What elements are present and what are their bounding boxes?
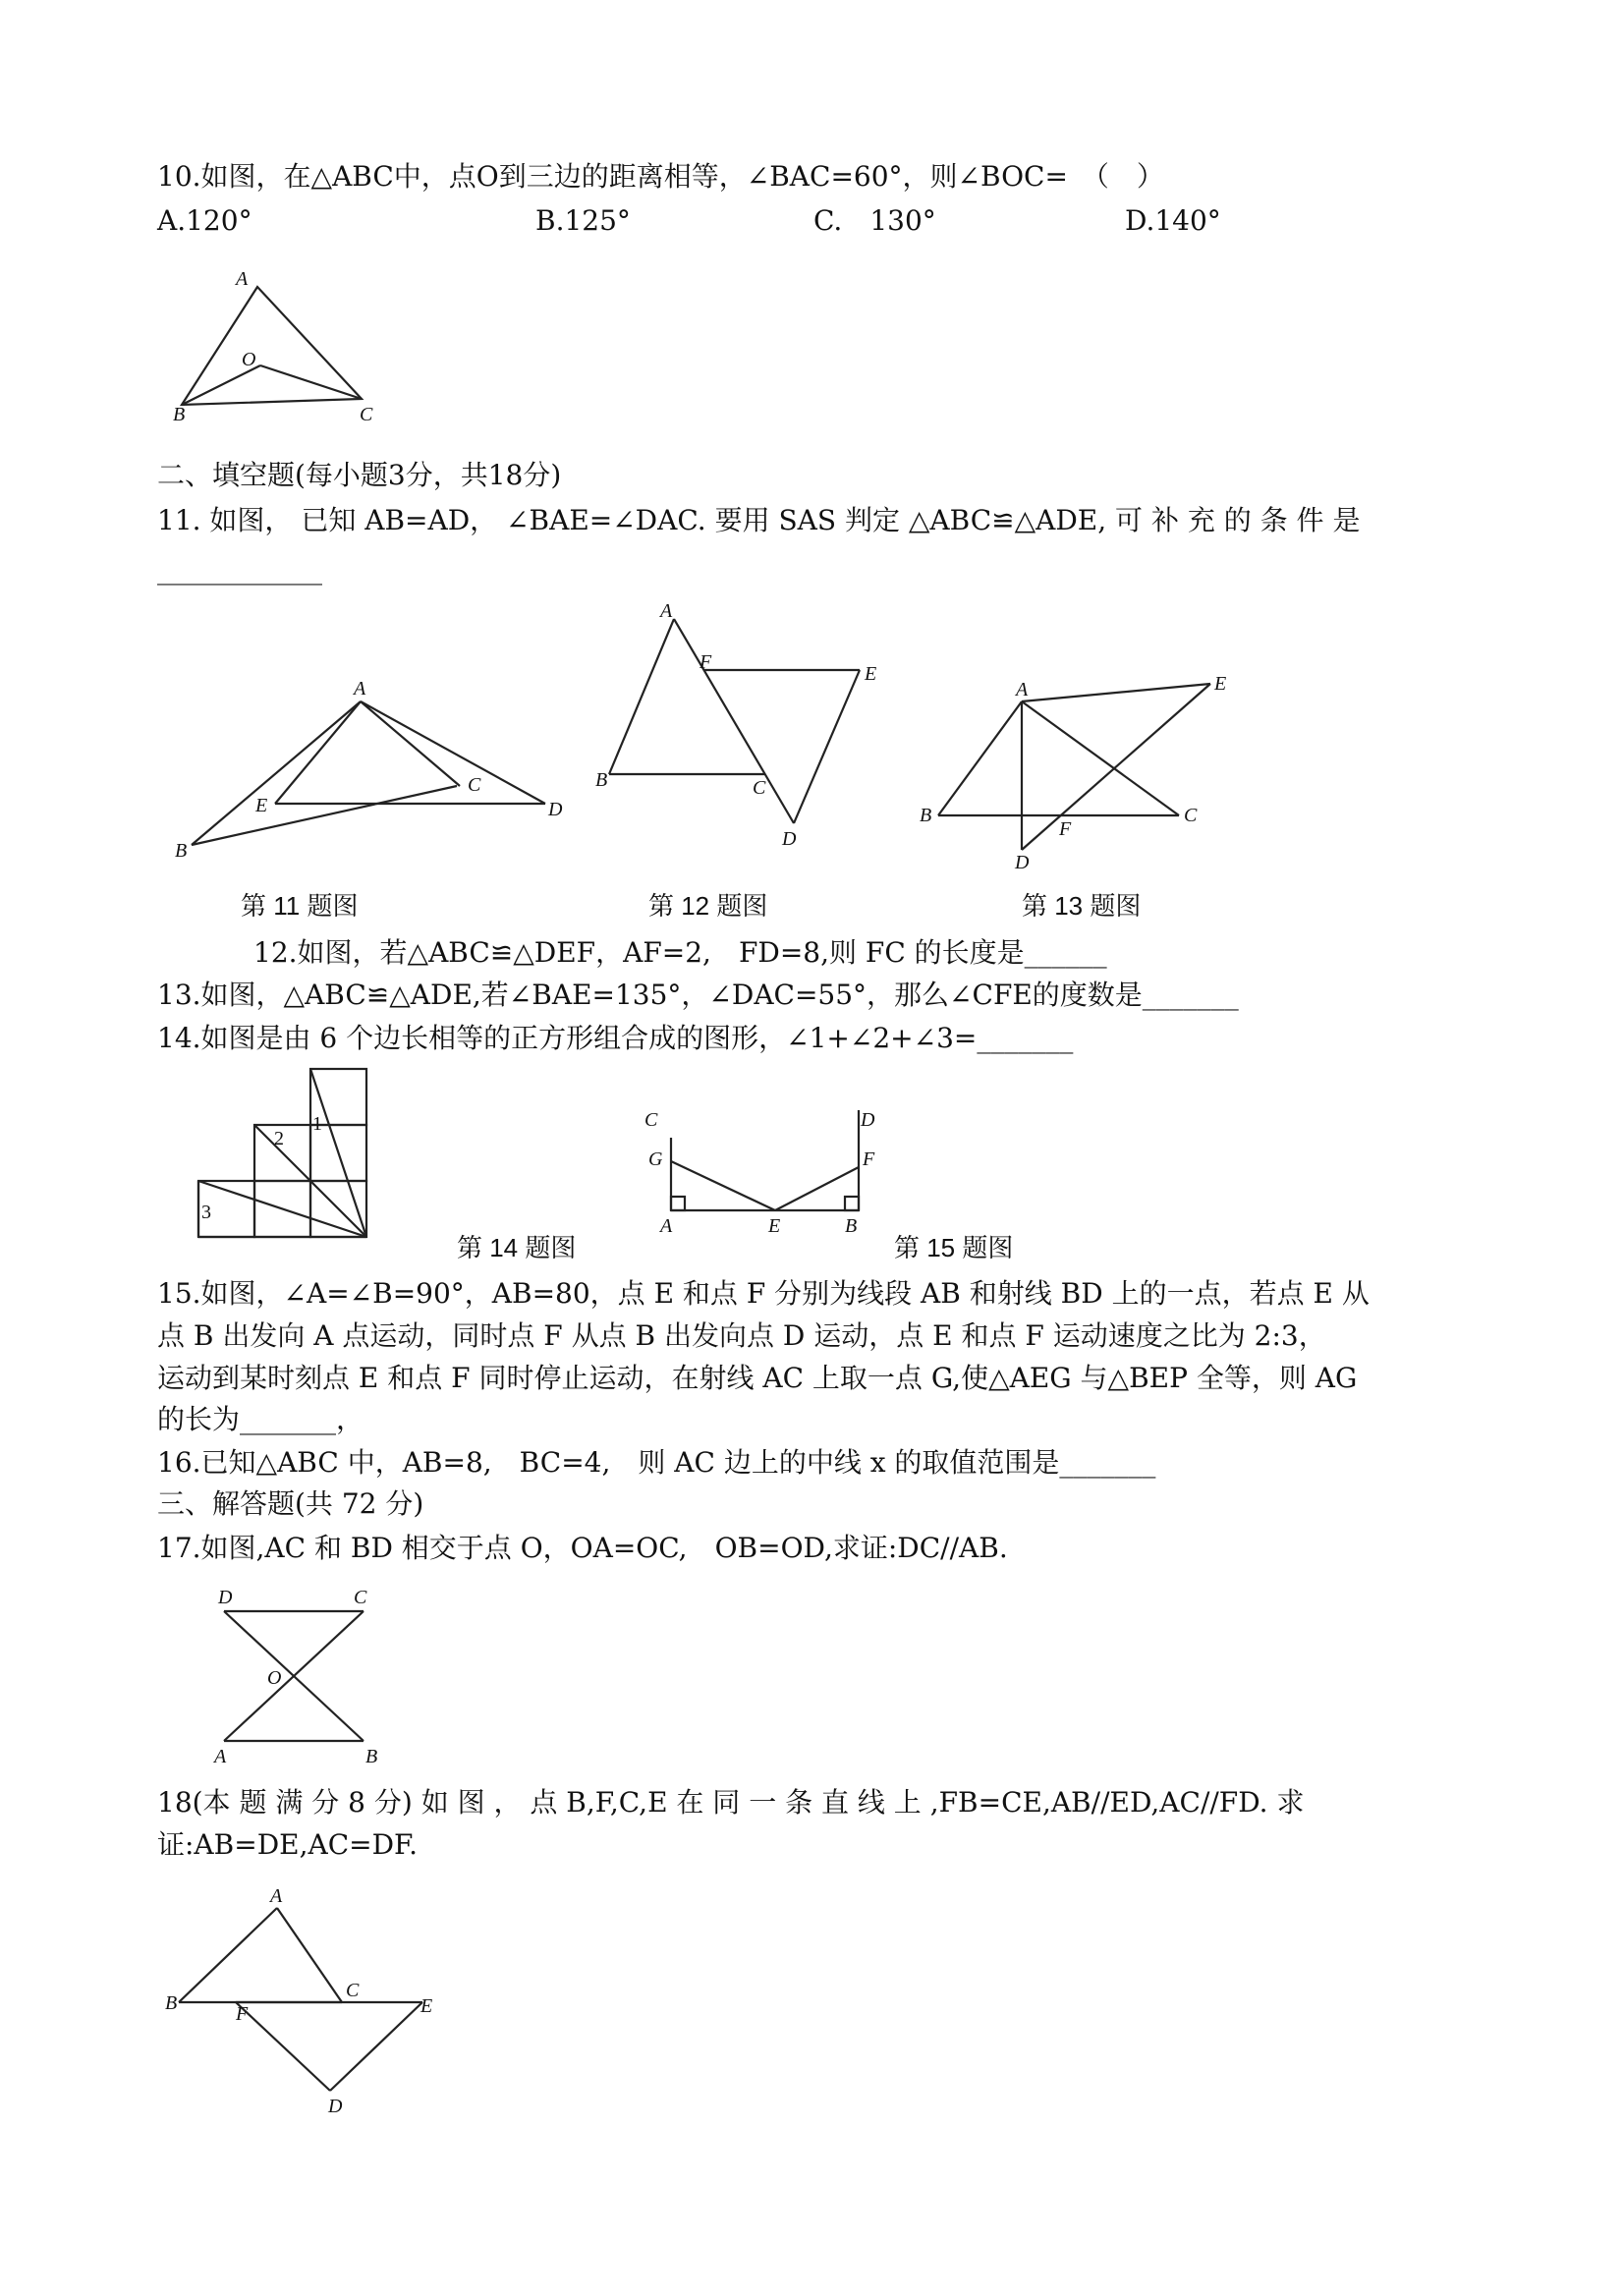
- fig14-angle-3: 3: [201, 1202, 211, 1223]
- q15-line-2: 点 B 出发向 A 点运动，同时点 F 从点 B 出发向点 D 运动，点 E 和点 F 运动速度之比为 2:3，: [157, 1319, 1326, 1352]
- q15-line-3: 运动到某时刻点 E 和点 F 同时停止运动，在射线 AC 上取一点 G,使△AEG 与△BEP 全等，则 AG: [157, 1362, 1358, 1394]
- fig13-label-a: A: [1016, 679, 1029, 700]
- q10-label-o: O: [242, 349, 256, 370]
- q11-answer-blank: ____________: [157, 553, 322, 586]
- fig12-label-f: F: [700, 651, 712, 673]
- q17-label-d: D: [218, 1587, 233, 1608]
- fig15-label-a: A: [660, 1215, 673, 1237]
- fig15-caption: 第 15 题图: [894, 1233, 1014, 1262]
- fig13-caption: 第 13 题图: [1022, 891, 1142, 921]
- q17-label-b: B: [365, 1746, 378, 1767]
- fig14-angle-1: 1: [312, 1113, 322, 1135]
- q18-label-e: E: [420, 1995, 433, 2017]
- q18-label-f: F: [236, 2003, 249, 2025]
- section-2-heading: 二、填空题(每小题3分，共18分): [157, 459, 562, 491]
- section-3-heading: 三、解答题(共 72 分): [157, 1487, 424, 1520]
- q15-line-1: 15.如图，∠A=∠B=90°，AB=80，点 E 和点 F 分别为线段 AB 和射线 BD 上的一点，若点 E 从: [157, 1277, 1370, 1310]
- q18-line-2: 证:AB=DE,AC=DF.: [157, 1828, 419, 1861]
- fig11-label-a: A: [354, 678, 366, 700]
- fig12-label-e: E: [865, 663, 877, 685]
- q10-option-b: B.125°: [535, 204, 631, 237]
- q18-label-d: D: [328, 2096, 343, 2117]
- fig15-label-d: D: [861, 1109, 875, 1131]
- q10-label-b: B: [173, 404, 186, 425]
- q10-option-d: D.140°: [1125, 204, 1221, 237]
- q17-label-o: O: [267, 1667, 282, 1689]
- q18-label-a: A: [270, 1885, 283, 1907]
- fig12-label-d: D: [782, 828, 797, 850]
- fig11-label-c: C: [468, 774, 481, 796]
- q10-option-a: A.120°: [157, 204, 252, 237]
- fig15-label-e: E: [768, 1215, 781, 1237]
- q15-line-4: 的长为_______，: [157, 1403, 364, 1435]
- q11-stem: 11. 如图， 已知 AB=AD， ∠BAE=∠DAC. 要用 SAS 判定 △ABC≌△ADE, 可 补 充 的 条 件 是: [157, 504, 1361, 536]
- q10-label-a: A: [236, 268, 249, 290]
- fig13-label-e: E: [1214, 673, 1227, 695]
- fig15-label-g: G: [648, 1148, 663, 1170]
- q14-stem: 14.如图是由 6 个边长相等的正方形组合成的图形，∠1+∠2+∠3=_______: [157, 1022, 1074, 1054]
- fig14-angle-2: 2: [274, 1128, 284, 1149]
- fig13-label-b: B: [920, 805, 932, 826]
- fig11-caption: 第 11 题图: [241, 891, 359, 921]
- q17-label-c: C: [354, 1587, 367, 1608]
- fig12-label-a: A: [660, 600, 673, 622]
- q12-stem: 12.如图，若△ABC≌△DEF，AF=2, FD=8,则 FC 的长度是______: [253, 936, 1107, 969]
- q17-label-a: A: [214, 1746, 227, 1767]
- q18-line-1: 18(本 题 满 分 8 分) 如 图 ， 点 B,F,C,E 在 同 一 条 直 线 上 ,FB=CE,AB//ED,AC//FD. 求: [157, 1786, 1305, 1819]
- fig13-label-c: C: [1184, 805, 1198, 826]
- fig12-caption: 第 12 题图: [648, 891, 768, 921]
- fig11-label-d: D: [548, 799, 563, 820]
- fig15-label-c: C: [644, 1109, 658, 1131]
- fig11-label-e: E: [255, 795, 268, 816]
- q17-stem: 17.如图,AC 和 BD 相交于点 O，OA=OC, OB=OD,求证:DC//AB.: [157, 1532, 1008, 1564]
- q10-stem: 10.如图，在△ABC中，点O到三边的距离相等，∠BAC=60°，则∠BOC= （ ）: [157, 160, 1164, 193]
- fig15-label-f: F: [863, 1148, 875, 1170]
- fig13-label-d: D: [1015, 852, 1030, 873]
- fig12-label-c: C: [753, 777, 766, 799]
- fig14-caption: 第 14 题图: [457, 1233, 577, 1262]
- fig12-label-b: B: [595, 769, 608, 791]
- q10-label-c: C: [360, 404, 373, 425]
- fig11-label-b: B: [175, 840, 188, 862]
- q13-stem: 13.如图，△ABC≌△ADE,若∠BAE=135°，∠DAC=55°，那么∠CFE的度数是_______: [157, 979, 1239, 1011]
- q16-stem: 16.已知△ABC 中，AB=8, BC=4, 则 AC 边上的中线 x 的取值范围是_______: [157, 1446, 1156, 1479]
- q18-label-c: C: [346, 1980, 360, 2001]
- fig15-label-b: B: [845, 1215, 858, 1237]
- q18-label-b: B: [165, 1992, 178, 2014]
- q10-option-c: C. 130°: [813, 204, 936, 237]
- fig13-label-f: F: [1059, 818, 1072, 840]
